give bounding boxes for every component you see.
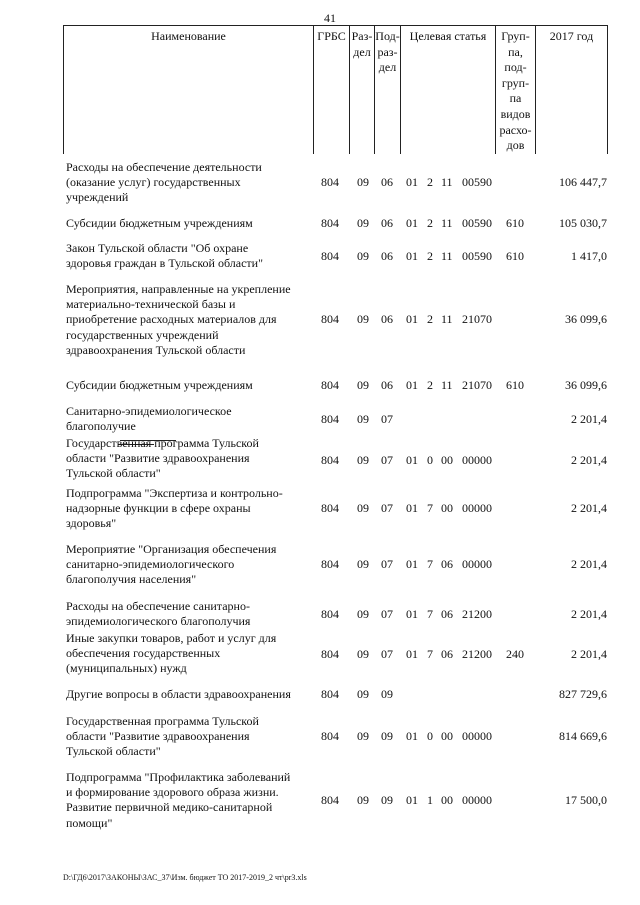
row-razdel: 09 — [357, 216, 369, 230]
row-podrazdel: 06 — [381, 175, 393, 189]
row-name: Государственная программа Тульской области "Развитие здравоохранения Тульской области" — [66, 436, 259, 481]
row-grbs: 804 — [321, 216, 339, 230]
row-amount: 2 201,4 — [571, 453, 607, 467]
row-name: Иные закупки товаров, работ и услуг для обеспечения государственных (муниципальных) нужд — [66, 631, 277, 676]
row-target-event: 00 — [441, 501, 453, 515]
row-amount: 106 447,7 — [559, 175, 607, 189]
row-podrazdel: 07 — [381, 501, 393, 515]
row-target-direction: 21070 — [462, 378, 492, 392]
row-grbs: 804 — [321, 412, 339, 426]
row-podrazdel: 09 — [381, 729, 393, 743]
header-expense-group: Груп- па, под- груп- па видов расхо- дов — [499, 29, 532, 153]
header-target-article: Целевая статья — [409, 29, 487, 43]
row-grbs: 804 — [321, 175, 339, 189]
row-razdel: 09 — [357, 453, 369, 467]
row-razdel: 09 — [357, 607, 369, 621]
row-name: Санитарно-эпидемиологическое благополучие — [66, 404, 232, 434]
row-grbs: 804 — [321, 453, 339, 467]
row-target-subprogram: 7 — [427, 647, 433, 661]
row-target-program: 01 — [406, 312, 418, 326]
row-grbs: 804 — [321, 607, 339, 621]
row-grbs: 804 — [321, 687, 339, 701]
row-amount: 105 030,7 — [559, 216, 607, 230]
row-target-event: 11 — [441, 378, 453, 392]
row-podrazdel: 07 — [381, 607, 393, 621]
row-name: Закон Тульской области "Об охране здоровья граждан в Тульской области" — [66, 241, 263, 271]
row-amount: 2 201,4 — [571, 557, 607, 571]
row-target-event: 11 — [441, 175, 453, 189]
row-razdel: 09 — [357, 175, 369, 189]
row-grbs: 804 — [321, 249, 339, 263]
row-razdel: 09 — [357, 378, 369, 392]
row-target-direction: 21200 — [462, 607, 492, 621]
row-target-direction: 00000 — [462, 453, 492, 467]
row-razdel: 09 — [357, 793, 369, 807]
row-name: Подпрограмма "Профилактика заболеваний и формирование здорового образа жизни. Развитие первичной медико-санитарной помощи" — [66, 770, 291, 830]
header-right-border — [607, 25, 608, 154]
row-podrazdel: 06 — [381, 378, 393, 392]
row-target-program: 01 — [406, 249, 418, 263]
header-grbs: ГРБС — [317, 29, 346, 43]
row-razdel: 09 — [357, 312, 369, 326]
row-target-program: 01 — [406, 793, 418, 807]
row-podrazdel: 09 — [381, 687, 393, 701]
header-name: Наименование — [151, 29, 226, 43]
row-amount: 36 099,6 — [565, 378, 607, 392]
row-name: Мероприятия, направленные на укрепление материально-технической базы и приобретение расходных материалов для государственных учреждений здравоохранения Тульской области — [66, 282, 291, 357]
row-razdel: 09 — [357, 501, 369, 515]
row-target-program: 01 — [406, 175, 418, 189]
row-target-direction: 00000 — [462, 501, 492, 515]
row-target-event: 11 — [441, 312, 453, 326]
row-podrazdel: 07 — [381, 453, 393, 467]
row-grbs: 804 — [321, 647, 339, 661]
row-amount: 17 500,0 — [565, 793, 607, 807]
row-podrazdel: 07 — [381, 647, 393, 661]
row-razdel: 09 — [357, 687, 369, 701]
row-target-direction: 21070 — [462, 312, 492, 326]
row-name: Другие вопросы в области здравоохранения — [66, 687, 291, 701]
row-amount: 2 201,4 — [571, 412, 607, 426]
row-podrazdel: 06 — [381, 249, 393, 263]
header-razdel: Раз- дел — [351, 29, 373, 59]
row-razdel: 09 — [357, 557, 369, 571]
row-name: Субсидии бюджетным учреждениям — [66, 378, 253, 392]
row-target-program: 01 — [406, 216, 418, 230]
row-target-event: 00 — [441, 793, 453, 807]
row-target-program: 01 — [406, 557, 418, 571]
row-name: Расходы на обеспечение деятельности (оказание услуг) государственных учреждений — [66, 160, 262, 205]
row-grbs: 804 — [321, 501, 339, 515]
row-target-subprogram: 1 — [427, 793, 433, 807]
row-target-program: 01 — [406, 501, 418, 515]
row-amount: 2 201,4 — [571, 647, 607, 661]
row-podrazdel: 07 — [381, 557, 393, 571]
row-target-direction: 00000 — [462, 729, 492, 743]
row-target-program: 01 — [406, 607, 418, 621]
row-razdel: 09 — [357, 647, 369, 661]
page-number: 41 — [324, 11, 336, 25]
file-path-footer: D:\ГД6\2017\ЗАКОНЫ\ЗАС_37\Изм. бюджет ТО 2017-2019_2 чт\pr3.xls — [63, 873, 307, 882]
row-target-direction: 00590 — [462, 249, 492, 263]
row-target-subprogram: 2 — [427, 249, 433, 263]
row-target-event: 11 — [441, 249, 453, 263]
row-amount: 1 417,0 — [571, 249, 607, 263]
row-target-subprogram: 7 — [427, 557, 433, 571]
row-target-subprogram: 7 — [427, 501, 433, 515]
header-year-2017: 2017 год — [549, 29, 594, 43]
row-target-subprogram: 2 — [427, 378, 433, 392]
row-amount: 2 201,4 — [571, 501, 607, 515]
row-target-event: 06 — [441, 647, 453, 661]
row-grbs: 804 — [321, 378, 339, 392]
row-razdel: 09 — [357, 249, 369, 263]
row-name: Субсидии бюджетным учреждениям — [66, 216, 253, 230]
row-expense-group: 240 — [506, 647, 524, 661]
row-podrazdel: 06 — [381, 216, 393, 230]
row-target-program: 01 — [406, 729, 418, 743]
row-expense-group: 610 — [506, 378, 524, 392]
row-razdel: 09 — [357, 729, 369, 743]
row-amount: 827 729,6 — [559, 687, 607, 701]
row-name: Мероприятие "Организация обеспечения санитарно-эпидемиологического благополучия населения" — [66, 542, 277, 587]
row-target-direction: 00590 — [462, 216, 492, 230]
row-target-program: 01 — [406, 378, 418, 392]
row-name: Подпрограмма "Экспертиза и контрольно- надзорные функции в сфере охраны здоровья" — [66, 486, 283, 531]
row-amount: 2 201,4 — [571, 607, 607, 621]
row-target-program: 01 — [406, 647, 418, 661]
row-target-subprogram: 2 — [427, 175, 433, 189]
row-target-subprogram: 7 — [427, 607, 433, 621]
row-grbs: 804 — [321, 557, 339, 571]
row-podrazdel: 09 — [381, 793, 393, 807]
row-target-event: 06 — [441, 557, 453, 571]
row-grbs: 804 — [321, 312, 339, 326]
row-expense-group: 610 — [506, 249, 524, 263]
row-target-direction: 00000 — [462, 557, 492, 571]
row-target-event: 06 — [441, 607, 453, 621]
row-grbs: 804 — [321, 793, 339, 807]
row-target-direction: 00000 — [462, 793, 492, 807]
row-target-subprogram: 2 — [427, 216, 433, 230]
row-podrazdel: 07 — [381, 412, 393, 426]
row-amount: 36 099,6 — [565, 312, 607, 326]
row-name: Государственная программа Тульской области "Развитие здравоохранения Тульской области" — [66, 714, 259, 759]
row-podrazdel: 06 — [381, 312, 393, 326]
row-grbs: 804 — [321, 729, 339, 743]
row-target-event: 00 — [441, 453, 453, 467]
row-target-direction: 00590 — [462, 175, 492, 189]
row-target-event: 11 — [441, 216, 453, 230]
row-amount: 814 669,6 — [559, 729, 607, 743]
row-name: Расходы на обеспечение санитарно- эпидемиологического благополучия — [66, 599, 251, 629]
row-target-event: 00 — [441, 729, 453, 743]
header-top-border — [63, 25, 608, 26]
row-target-subprogram: 0 — [427, 729, 433, 743]
row-target-subprogram: 0 — [427, 453, 433, 467]
row-target-program: 01 — [406, 453, 418, 467]
row-target-direction: 21200 — [462, 647, 492, 661]
row-target-subprogram: 2 — [427, 312, 433, 326]
row-razdel: 09 — [357, 412, 369, 426]
row-expense-group: 610 — [506, 216, 524, 230]
header-podrazdel: Под- раз- дел — [375, 29, 400, 75]
